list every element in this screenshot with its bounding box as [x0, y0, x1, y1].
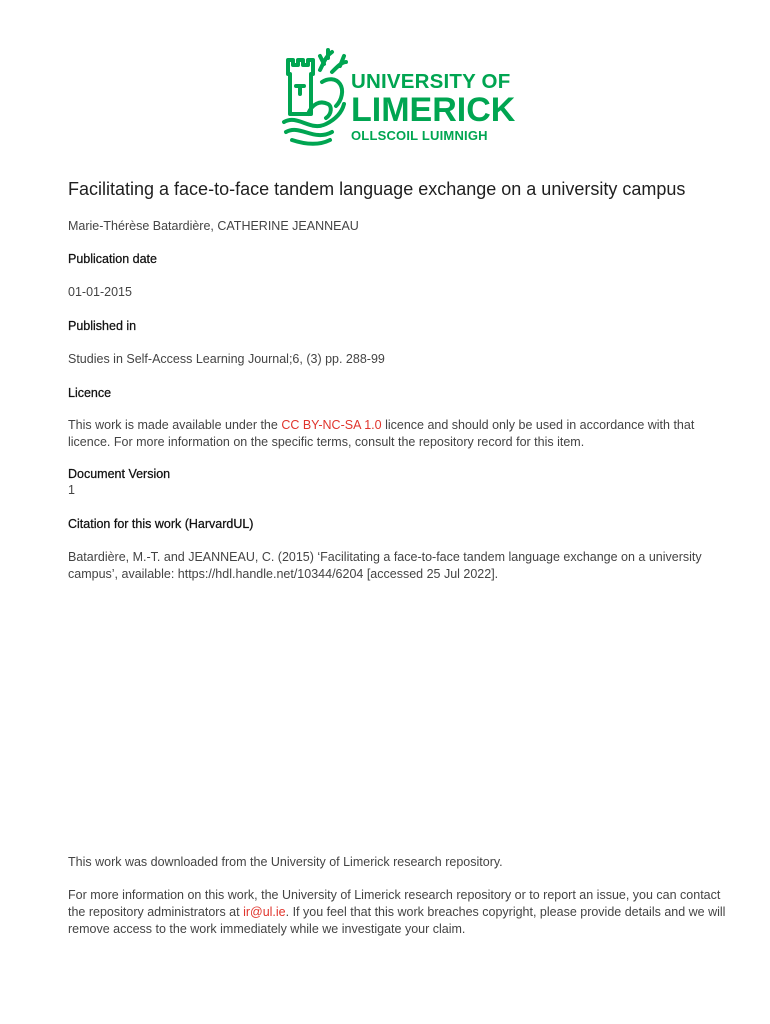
- document-version-section: [68, 466, 732, 499]
- document-content: [68, 176, 732, 583]
- castle-stag-crest-icon: [280, 44, 352, 148]
- document-title: Facilitating a face-to-face tandem language exchange on a university campus: [68, 179, 686, 199]
- published-in-value: Studies in Self-Access Learning Journal;6, (3) pp. 288-99: [68, 352, 385, 366]
- repository-footer: [68, 854, 732, 938]
- footer-contact-before: For more information on this work, the University of Limerick research repository or to report an issue, you can contact the repository administrators at: [68, 888, 721, 919]
- citation-label: Citation for this work (HarvardUL): [68, 517, 254, 531]
- licence-label: Licence: [68, 386, 112, 400]
- logo-line-limerick: LIMERICK: [351, 90, 516, 129]
- footer-downloaded-note: This work was downloaded from the University of Limerick research repository.: [68, 855, 503, 869]
- document-authors: Marie-Thérèse Batardière, CATHERINE JEANNEAU: [68, 219, 359, 233]
- publication-date-label: Publication date: [68, 252, 157, 266]
- document-version-label: Document Version: [68, 467, 171, 481]
- logo-line-university-of: UNIVERSITY OF: [351, 70, 511, 93]
- published-in-section: [68, 318, 732, 368]
- footer-contact-note: [68, 887, 732, 938]
- publication-date-value: 01-01-2015: [68, 285, 132, 299]
- citation-value: Batardière, M.-T. and JEANNEAU, C. (2015) ‘Facilitating a face-to-face tandem language exchange on a university campus’, available: https://hdl.handle.net/10344/6204 [accessed 25 Jul 2022].: [68, 550, 702, 581]
- published-in-label: Published in: [68, 319, 137, 333]
- footer-email-link[interactable]: ir@ul.ie: [243, 905, 286, 919]
- licence-text-after: licence and should only be used in accordance with that licence. For more information on the specific terms, consult the repository record for this item.: [68, 418, 695, 449]
- licence-text: [68, 417, 732, 451]
- logo-wordmark: [351, 72, 515, 142]
- publication-date-section: [68, 251, 732, 301]
- university-logo: [280, 44, 520, 148]
- logo-line-irish-name: OLLSCOIL LUIMNIGH: [351, 127, 488, 143]
- document-version-value: 1: [68, 483, 75, 497]
- citation-section: [68, 516, 732, 583]
- licence-link[interactable]: CC BY-NC-SA 1.0: [281, 418, 382, 432]
- licence-section: [68, 385, 732, 451]
- licence-text-before: This work is made available under the: [68, 418, 282, 432]
- footer-contact-after: . If you feel that this work breaches copyright, please provide details and we will remove access to the work immediately while we investigate your claim.: [68, 905, 726, 936]
